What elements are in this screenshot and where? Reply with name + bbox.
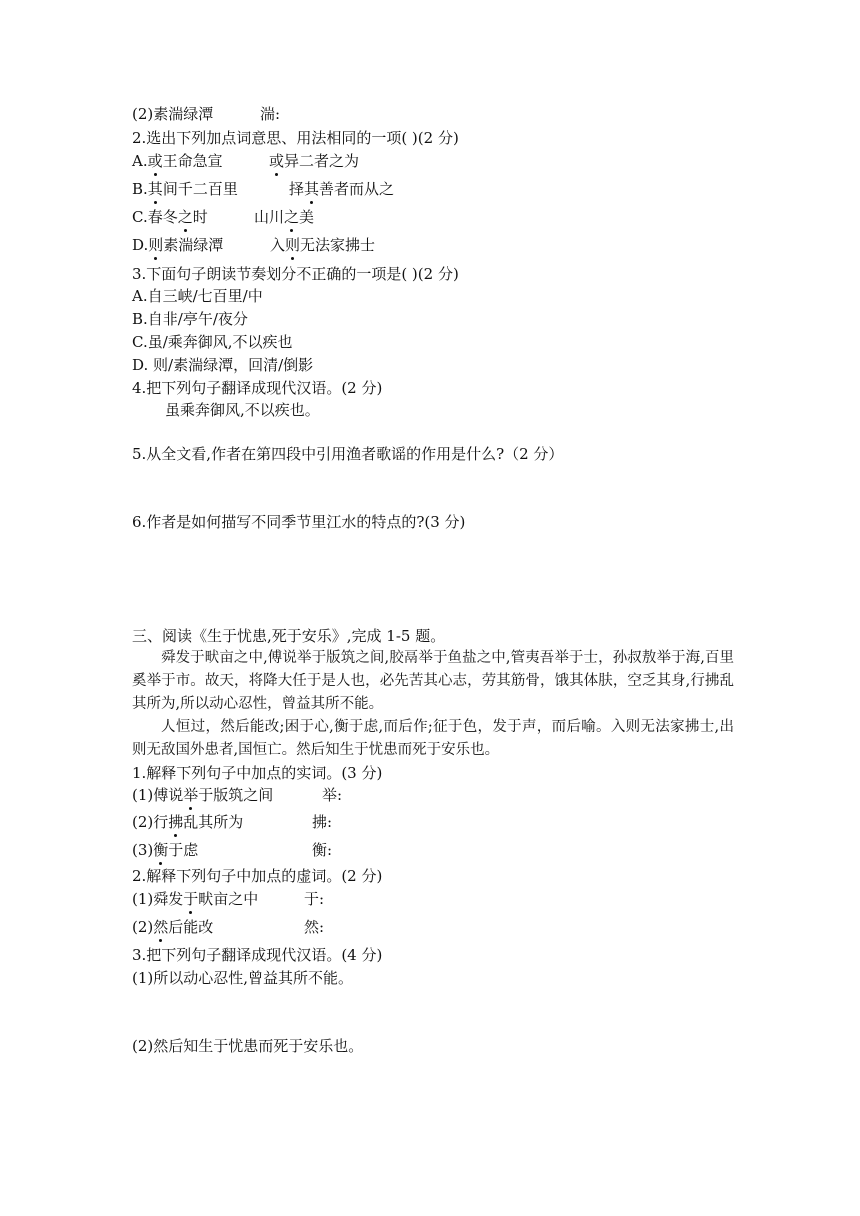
item-2-line [132,104,281,124]
s3-q2-item-1 [132,889,325,909]
item-text: 于版筑之间 [198,786,274,804]
q3-stem: 3.下面句子朗读节奏划分不正确的一项是( )(2 分) [132,265,459,283]
s3-q1-item-2 [132,812,333,832]
q2-stem: 2.选出下列加点词意思、用法相同的一项( )(2 分) [132,129,459,147]
dotted-char: 则 [285,236,301,254]
s3-q1-item-3 [132,840,333,860]
s3-q1-item-1 [132,785,343,805]
item-text: 畎亩之中 [198,890,259,908]
s3-q3-sentence-1: (1)所以动心忍性,曾益其所不能。 [132,969,354,987]
dotted-char: 之 [177,208,193,226]
option-text: 素湍绿潭 [163,236,224,254]
dotted-char: 或 [269,152,285,170]
item-key: 然: [304,918,325,936]
q2-option-b [132,179,395,199]
item-text: (1)傅说 [132,786,184,804]
option-text: 美 [299,208,315,226]
dotted-char: 拂 [168,813,184,831]
s3-q1-stem: 1.解释下列句子中加点的实词。(3 分) [132,764,383,782]
dotted-char: 其 [147,180,163,198]
dotted-char: 或 [147,152,163,170]
dotted-char: 其 [304,180,320,198]
s3-q2-stem: 2.解释下列句子中加点的虚词。(2 分) [132,867,383,885]
option-text: 善者而从之 [319,180,395,198]
option-text: D. [132,236,149,254]
option-text: 异二者之为 [284,152,360,170]
q3-option-a: A.自三峡/七百里/中 [132,287,263,305]
passage-paragraph-2: 人恒过，然后能改;困于心,衡于虑,而后作;征于色，发于声，而后喻。入则无法家拂士,出则无敌国外患者,国恒亡。然后知生于忧患而死于安乐也。 [132,719,734,758]
dotted-char: 衡 [153,841,169,859]
q2-option-a [132,151,360,171]
item-key: 湍: [260,105,281,123]
s3-q3-sentence-2: (2)然后知生于忧患而死于安乐也。 [132,1037,364,1055]
item-text: (2)行 [132,813,169,831]
q4-stem: 4.把下列句子翻译成现代汉语。(2 分) [132,379,383,397]
passage-paragraph-1: 舜发于畎亩之中,傅说举于版筑之间,胶鬲举于鱼盐之中,管夷吾举于士，孙叔敖举于海,百里奚举于市。故天，将降大任于是人也，必先苦其心志，劳其筋骨，饿其体肤，空乏其身,行拂乱其所为,所以动心忍性，曾益其所不能。 [132,650,734,712]
item-text: (1)舜发 [132,890,184,908]
q3-option-b: B.自非/亭午/夜分 [132,310,248,328]
q4-sentence: 虽乘奔御风,不以疾也。 [165,401,320,419]
section-3-title: 三、阅读《生于忧患,死于安乐》,完成 1-5 题。 [132,627,446,645]
item-key: 衡: [312,841,333,859]
dotted-char: 之 [284,208,300,226]
q5-stem: 5.从全文看,作者在第四段中引用渔者歌谣的作用是什么?（2 分） [132,445,564,463]
item-text: 于虑 [168,841,199,859]
q2-option-c [132,207,315,227]
item-key: 举: [322,786,343,804]
item-text: 后能改 [168,918,214,936]
item-label: (2)素湍绿潭 [132,105,214,123]
option-text: 时 [192,208,208,226]
option-text: B. [132,180,148,198]
option-text: 入 [270,236,286,254]
item-text: (3) [132,841,154,859]
dotted-char: 于 [183,890,199,908]
s3-q2-item-2 [132,917,325,937]
dotted-char: 然 [153,918,169,936]
option-text: 间千二百里 [162,180,238,198]
item-text: 乱其所为 [183,813,244,831]
item-key: 于: [304,890,325,908]
item-text: (2) [132,918,154,936]
dotted-char: 则 [148,236,164,254]
q3-option-d: D. 则/素湍绿潭，回清/倒影 [132,356,314,374]
option-text: 王命急宣 [162,152,223,170]
q2-option-d [132,235,376,255]
q6-stem: 6.作者是如何描写不同季节里江水的特点的?(3 分) [132,513,466,531]
option-text: 无法家拂士 [300,236,376,254]
q3-option-c: C.虽/乘奔御风,不以疾也 [132,333,293,351]
option-text: 择 [289,180,305,198]
option-text: C.春冬 [132,208,178,226]
option-text: A. [132,152,148,170]
dotted-char: 举 [183,786,199,804]
s3-q3-stem: 3.把下列句子翻译成现代汉语。(4 分) [132,946,383,964]
option-text: 山川 [254,208,285,226]
item-key: 拂: [312,813,333,831]
